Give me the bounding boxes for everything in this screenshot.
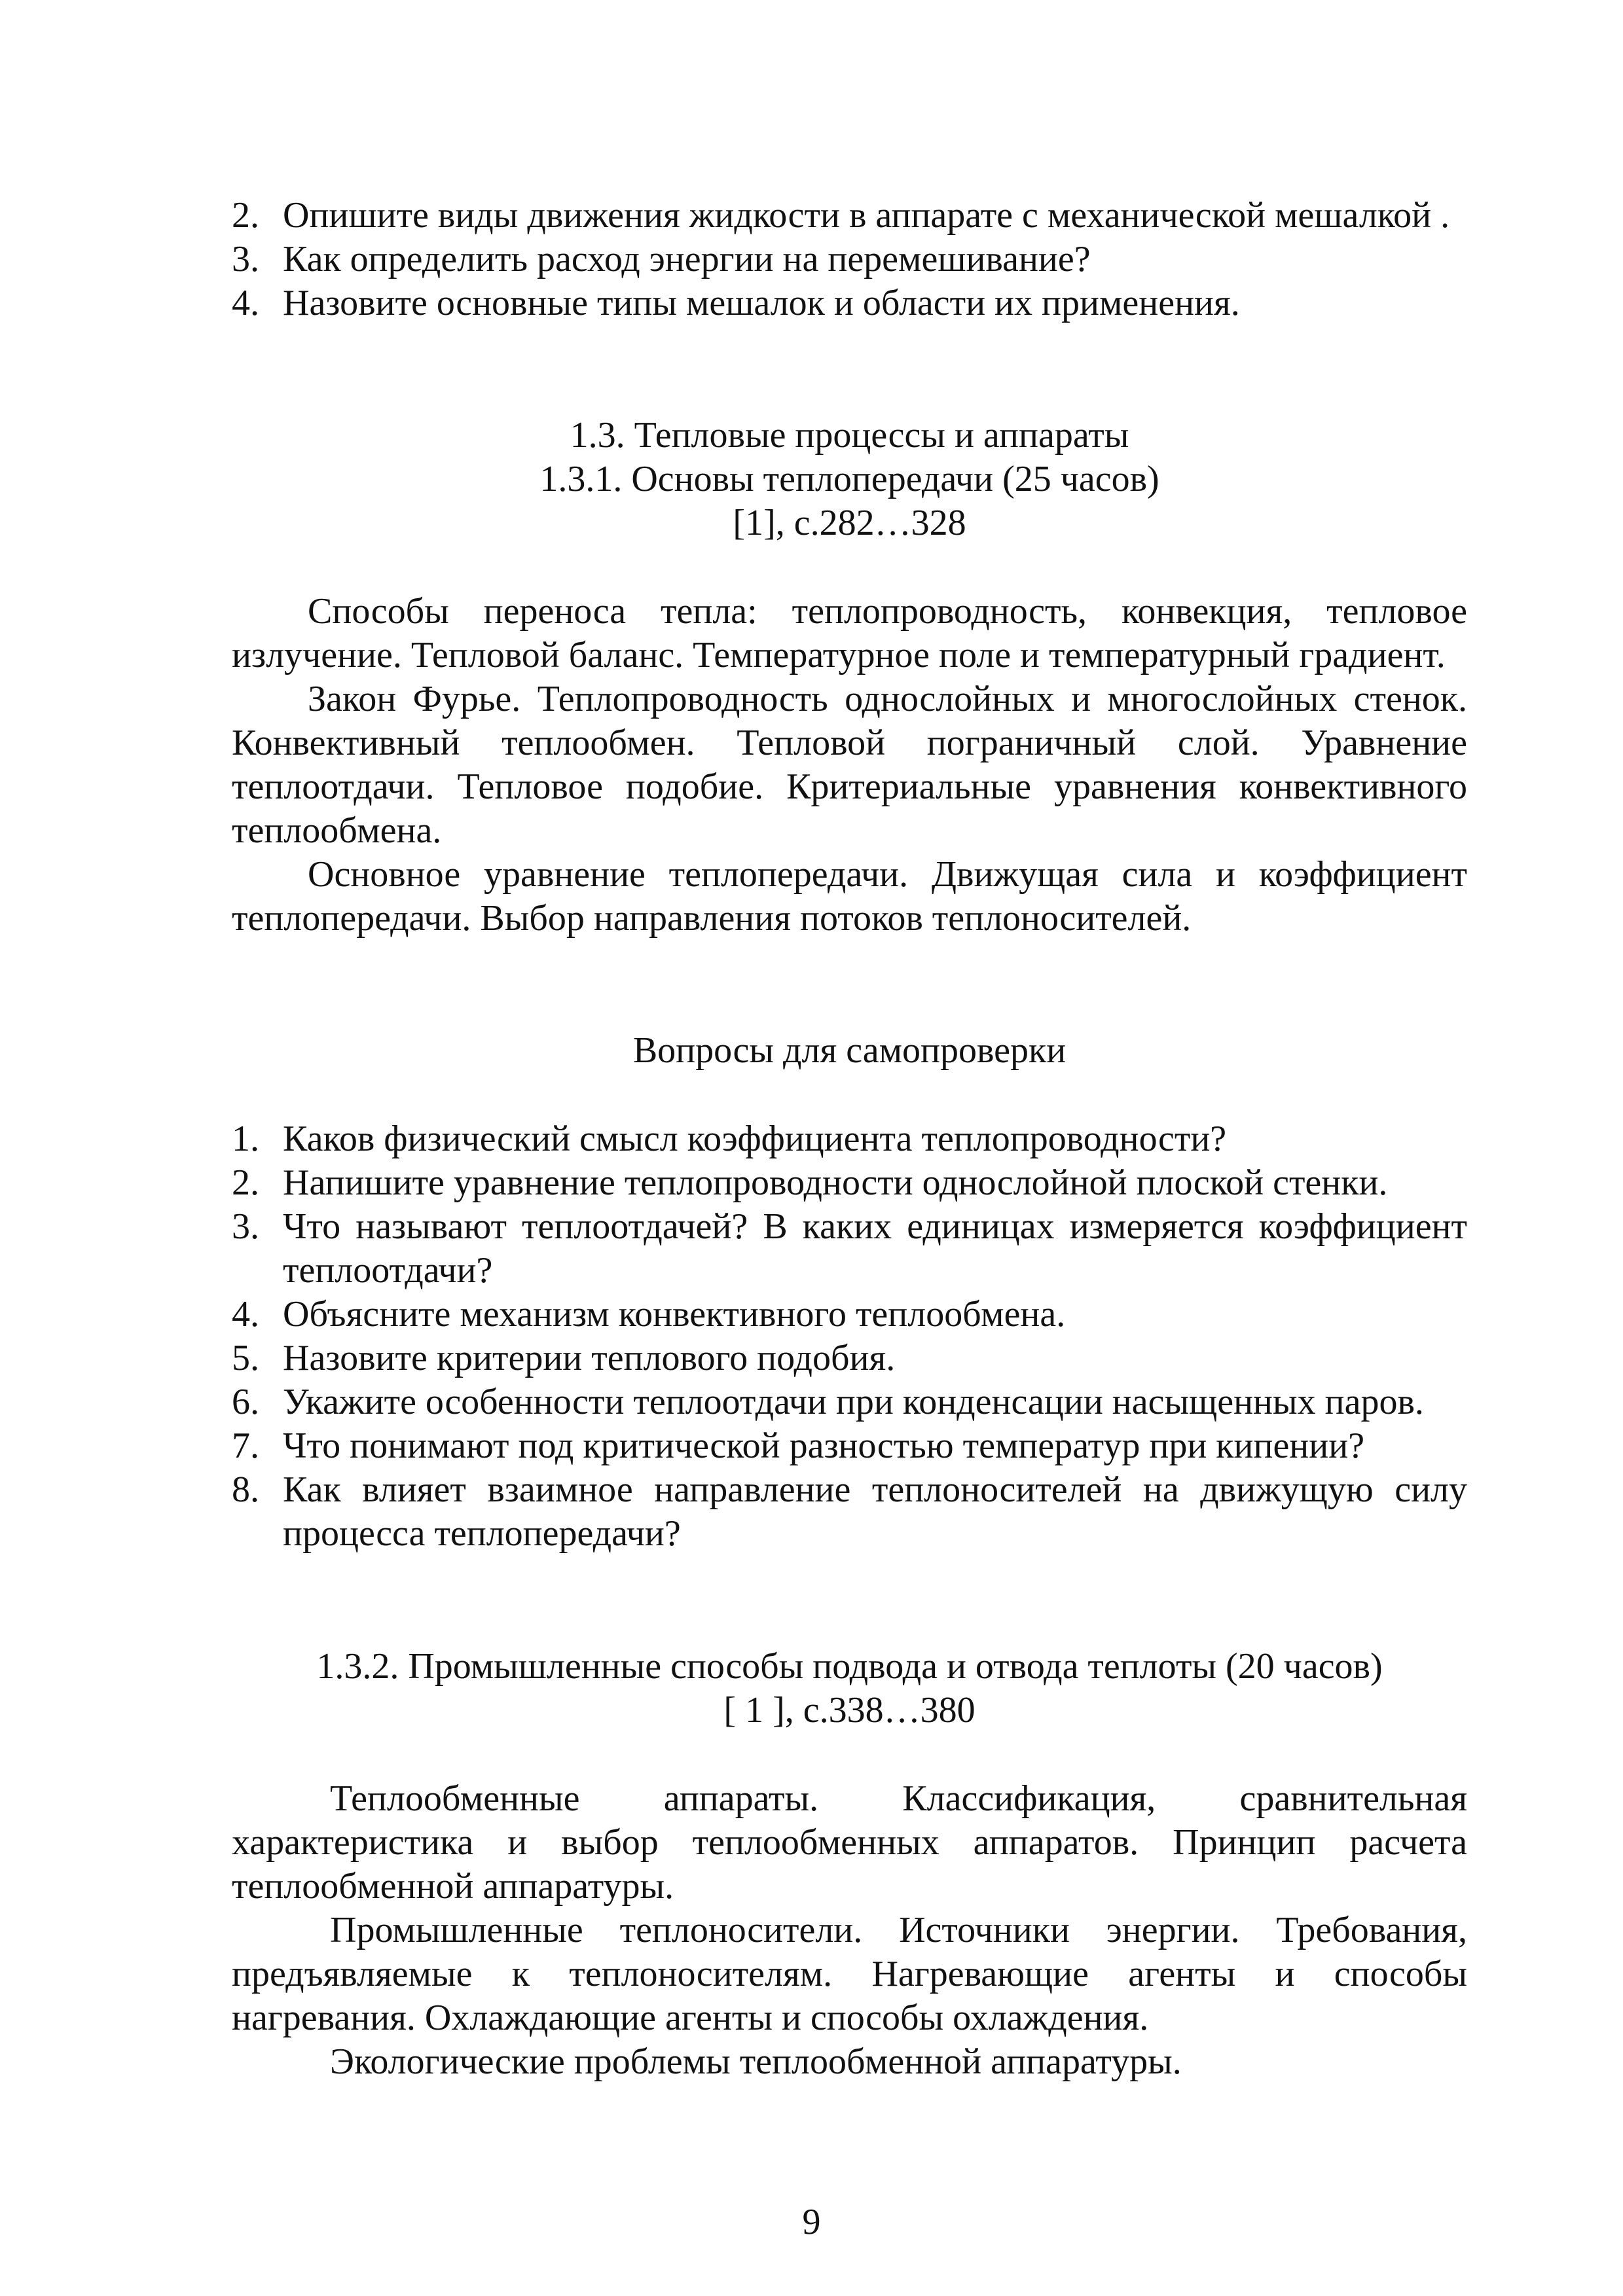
- list-item-text: Как определить расход энергии на перемешивание?: [283, 239, 1091, 279]
- list-item: [232, 281, 1467, 325]
- paragraph: Закон Фурье. Теплопроводность однослойных и многослойных стенок. Конвективный теплообмен. Тепловой пограничный слой. Уравнение теплоотдачи. Тепловое подобие. Критериальные уравнения конвективного теплообмена.: [232, 679, 1467, 851]
- section-title: 1.3. Тепловые процессы и аппараты: [570, 415, 1129, 456]
- reference-pages: [ 1 ], с.338…380: [723, 1690, 976, 1731]
- list-item: [232, 1468, 1467, 1556]
- paragraph: Промышленные теплоносители. Источники энергии. Требования, предъявляемые к теплоносителям. Нагревающие агенты и способы нагревания. Охлаждающие агенты и способы охлаждения.: [232, 1910, 1467, 2038]
- section-body: [232, 590, 1467, 941]
- list-item-text: Назовите критерии теплового подобия.: [283, 1338, 896, 1378]
- reference-pages: [1], с.282…328: [733, 503, 966, 543]
- list-item-text: Объясните механизм конвективного теплообмена.: [283, 1294, 1066, 1335]
- list-item: [232, 1424, 1467, 1468]
- self-check-heading: Вопросы для самопроверки: [632, 1030, 1067, 1071]
- list-item-number: 8.: [232, 1469, 259, 1510]
- list-item-number: 4.: [232, 1294, 259, 1335]
- paragraph: Основное уравнение теплопередачи. Движущая сила и коэффициент теплопередачи. Выбор направления потоков теплоносителей.: [232, 854, 1467, 939]
- list-item-number: 7.: [232, 1426, 259, 1466]
- list-item-text: Как влияет взаимное направление теплоносителей на движущую силу процесса теплопередачи?: [283, 1469, 1467, 1554]
- subsection-title: 1.3.1. Основы теплопередачи (25 часов): [539, 459, 1159, 499]
- list-item: [232, 1161, 1467, 1205]
- list-item-number: 2.: [232, 1162, 259, 1203]
- list-item: [232, 1205, 1467, 1293]
- list-item-number: 3.: [232, 239, 259, 279]
- paragraph: Теплообменные аппараты. Классификация, сравнительная характеристика и выбор теплообменных аппаратов. Принцип расчета теплообменной аппаратуры.: [232, 1778, 1467, 1907]
- subsection-title: 1.3.2. Промышленные способы подвода и отвода теплоты (20 часов): [316, 1646, 1383, 1687]
- list-item-text: Опишите виды движения жидкости в аппарате с механической мешалкой .: [283, 195, 1450, 236]
- list-item-number: 5.: [232, 1338, 259, 1378]
- list-item-number: 3.: [232, 1206, 259, 1247]
- paragraph: Способы переноса тепла: теплопроводность, конвекция, тепловое излучение. Тепловой баланс. Температурное поле и температурный градиент.: [232, 591, 1467, 675]
- list-item: [232, 194, 1467, 238]
- list-item-text: Назовите основные типы мешалок и области их применения.: [283, 283, 1240, 323]
- list-item-text: Что называют теплоотдачей? В каких единицах измеряется коэффициент теплоотдачи?: [283, 1206, 1467, 1291]
- page-number: 9: [802, 2202, 821, 2242]
- list-item-text: Что понимают под критической разностью температур при кипении?: [283, 1426, 1365, 1466]
- paragraph: Экологические проблемы теплообменной аппаратуры.: [330, 2041, 1182, 2082]
- self-check-list: [232, 1117, 1467, 1556]
- list-item-number: 4.: [232, 283, 259, 323]
- list-item-text: Каков физический смысл коэффициента теплопроводности?: [283, 1119, 1227, 1159]
- section-heading: [232, 414, 1467, 545]
- list-item-text: Укажите особенности теплоотдачи при конденсации насыщенных паров.: [283, 1382, 1424, 1422]
- top-question-list: [232, 194, 1467, 325]
- list-item-text: Напишите уравнение теплопроводности однослойной плоской стенки.: [283, 1162, 1388, 1203]
- subsection-heading: [232, 1645, 1467, 1732]
- list-item-number: 1.: [232, 1119, 259, 1159]
- list-item-number: 2.: [232, 195, 259, 236]
- list-item: [232, 1336, 1467, 1380]
- list-item: [232, 1293, 1467, 1336]
- list-item: [232, 238, 1467, 281]
- list-item-number: 6.: [232, 1382, 259, 1422]
- section-body: [232, 1777, 1467, 2084]
- list-item: [232, 1380, 1467, 1424]
- list-item: [232, 1117, 1467, 1161]
